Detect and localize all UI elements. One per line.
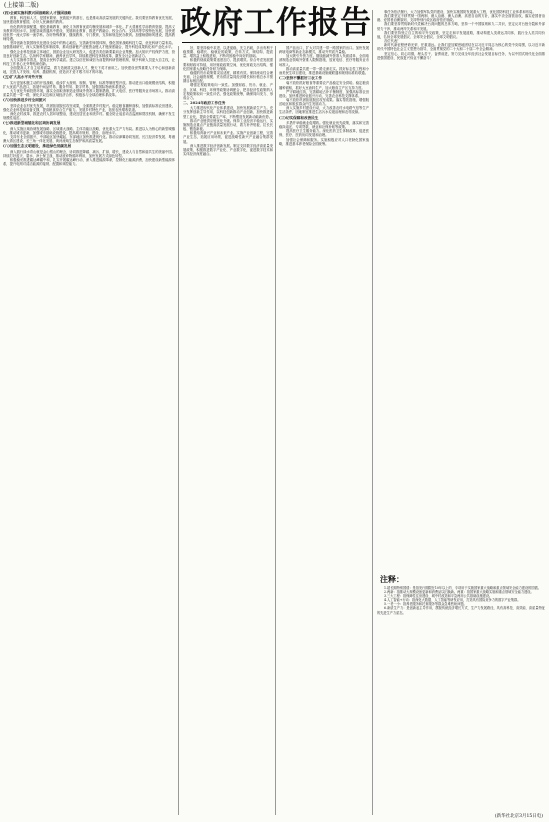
paragraph: 事任务依法履行，大力加强军队党的建设，加快实施国防发展重大工程，优化国防科技工业体系和布局。 xyxy=(384,10,536,14)
paragraph: 坚定信心、同心同德，埋头苦干、奋勇前进，努力完成全年经济社会发展目标任务，为以中国式现代化全面推进强国建设、民族复兴伟业不懈奋斗！ xyxy=(377,51,545,60)
paragraph: 积极培育新兴产业和未来产业。实施产业创新工程，完善产业生态，拓展应用场景，促进战略性新兴产业融合集群发展。 xyxy=(183,131,273,144)
paragraph: 加强社会保障和服务。实施积极应对人口老龄化国家战略，推进基本养老保险全国统筹。 xyxy=(279,137,369,146)
paragraph: 推动产业链供应链优化升级。保持工业经济平稳运行，实施制造业重点产业链高质量发展行动，着力补齐短板、拉长长板、锻造新板。 xyxy=(183,118,273,132)
section-heading: (七)推进新型城镇化和区域协调发展 xyxy=(3,121,61,126)
column-divider xyxy=(372,10,373,815)
column-2 xyxy=(183,46,273,815)
paragraph: 积极稳妥推进碳达峰碳中和，扎实开展碳达峰行动，深入推进能源革命，控制化石能源消费，加快建设新型能源体系，提升电网对清洁能源的接纳、配置和调控能力。 xyxy=(3,157,175,167)
paragraph: 增强宏观政策取向一致性。加强财政、货币、就业、产业、区域、科技、环保等政策协调配合，把非经济性政策纳入宏观政策取向一致性评估，强化政策统筹，确保同向发力、形成合力。 xyxy=(183,83,273,100)
paragraph: 稳健的货币政策要灵活适度、精准有效。保持流动性合理充裕，社会融资规模、货币供应量同经济增长和价格总水平预期目标相匹配。 xyxy=(183,70,273,84)
paragraph: 各位代表！ xyxy=(384,39,401,44)
paragraph: 我们要坚持贯彻新时代党解决台湾问题的总体方略，坚持一个中国原则和九二共识，坚定反对台独分裂和外部势力干涉，推动两岸关系和平发展。 xyxy=(377,22,545,31)
section-heading: (二)坚持不懈抓好三农工作 xyxy=(279,76,322,81)
paragraph: 全面提高人才自主培养质量，着力造就拔尖创新人才，聚天下英才而用之。加快建设世界重要人才中心和创新高地，完善人才发现、培养、激励机制，营造识才爱才敬才用才的环境。 xyxy=(3,66,175,75)
paragraph: 积极的财政政策要适度加力、提质增效。综合考虑发展需要和财政可持续，用好财政政策空间，优化财政支出结构，强化国家重大战略任务财力保障。 xyxy=(183,58,273,71)
section-heading: (四)全面实施科教兴国战略和人才强国战略 xyxy=(3,11,72,15)
note-item: 4.人工智能+行动：指深化大数据、人工智能等研发应用，打造具有国际竞争力的数字产业集群。 xyxy=(384,598,521,603)
paragraph: 国产品出口，扩大对共建一带一路国家的出口。加快发展跨境电商等新业态新模式，推动外贸质升量稳。 xyxy=(279,46,369,55)
paragraph: 坚持农业农村优先发展，巩固拓展脱贫攻坚成果，全面推进乡村振兴。稳定粮食播种面积，加强高标准农田建设，强化农业科技和装备支撑，提高粮食综合生产能力。发展乡村特色产业，拓宽农民增收渠道。 xyxy=(3,103,175,112)
column-divider xyxy=(275,46,276,815)
paragraph: 我们要坚定不移贯彻一国两制、港人治港、澳人治澳、高度自治的方针，落实中央全面管治权，落实爱国者治港、爱国者治澳原则，支持特别行政区政府依法施政。 xyxy=(377,14,545,23)
column-divider xyxy=(178,46,179,815)
paragraph: 提高医疗卫生服务能力。深化医药卫生体制改革，促进医保、医疗、医药协同发展和治理。 xyxy=(279,129,369,138)
paragraph: 实行更加积极主动的开放战略，稳步扩大规则、规制、管理、标准等制度型开放。推动进出口稳规模优结构，积极扩大优质产品进口，拓展中间品贸易、服务贸易、数字贸易，加强国际物流体系建设。 xyxy=(3,80,175,89)
page-title: 政府工作报告 xyxy=(180,5,372,41)
paragraph: 大力实施科学普及，提高全民科学素质。建立以信任和诚信为前提的科研管理机制，赋予科研人员更大自主权，让科技工作者心无旁骛钻研创新。 xyxy=(3,57,175,67)
section-heading: (三)切实保障和改善民生 xyxy=(279,115,319,120)
section-heading: 二、2024年政府工作任务 xyxy=(183,101,226,106)
paragraph: 深入实施区域协调发展战略、区域重大战略、主体功能区战略，优化重大生产力布局。推进以人为核心的新型城镇化，推动城市更新，加强城市基础设施建设，提高城市规划、建设、治理水平。 xyxy=(3,126,175,135)
paragraph: 支持东北全面振兴、中部地区加快崛起、东部地区加快推进现代化。推动京津冀协同发展、长江经济带发展、粤港澳大湾区建设、长三角一体化发展、黄河流域生态保护和高质量发展。 xyxy=(3,134,175,144)
note-item: 2.两新：指推动大规模设备更新和消费品以旧换新。两重：指国家重大战略实施和重点领域安全能力建设。 xyxy=(384,590,534,595)
section-heading: (六)加快推进乡村全面振兴 xyxy=(3,98,46,103)
notes-section xyxy=(377,586,545,808)
paragraph: 毫不放松抓好粮食等重要农产品稳定安全供给。稳定粮食播种面积，抓好大豆油料生产，加大粮食主产区支持力度。 xyxy=(279,81,369,90)
paragraph: 深入践行绿水青山就是金山银山的理念，协同推进降碳、减污、扩绿、增长，建设人与自然和谐共生的美丽中国。持续打好蓝天、碧水、净土保卫战，推动废弃物循环利用，加快发展方式绿色转型。 xyxy=(3,149,175,158)
column-1 xyxy=(3,10,175,815)
paragraph: 坚持创新在我国现代化建设全局中的核心地位。完善新型举国体制，强化国家战略科技力量，优化科研力量布局。加强基础研究，深入实施科技体制改革，推动创新链产业链资金链人才链深度融合，提升科技成果转化和产业化水平。 xyxy=(3,41,175,50)
paragraph: 严守耕地红线，完善耕地占补平衡制度，加强高标准农田建设。加快推进种业振兴行动，完善农业科技支撑体系。 xyxy=(279,89,369,98)
paragraph: 我们要坚持独立自主的和平外交政策，坚定走和平发展道路，推动构建人类命运共同体，践行全人类共同价值，弘扬全球发展倡议、全球安全倡议、全球文明倡议。 xyxy=(377,30,545,39)
paragraph: 教育、科技和人才，是国家繁荣、民族振兴的基石，也是推动高质量发展的关键所在。我们要坚持教育优先发展，加快建设教育强国，办好人民满意的教育。 xyxy=(3,16,175,25)
paragraph: 深入实施乡村建设行动，大力改善农村水电路气信等生产生活条件，因地制宜推进生活污水垃圾治理和农村改厕。 xyxy=(279,106,369,115)
title-divider xyxy=(182,42,370,43)
notes-heading: 注释： xyxy=(380,574,404,584)
paragraph: 深化农村改革，推进农村人居环境整治，建设宜居宜业和美乡村。健全防止返贫动态监测和帮扶机制，确保不发生规模性返贫。 xyxy=(3,112,175,121)
paragraph: 毫不放松巩固拓展脱贫攻坚成果。落实帮扶措施，增强脱贫地区和脱贫群众内生发展动力。 xyxy=(279,98,369,107)
paragraph: 新时代新征程使命光荣、任重道远。让我们更加紧密地团结在以习近平同志为核心的党中央周围，以习近平新时代中国特色社会主义思想为指导，全面贯彻党的二十大和二十届二中全会精神。 xyxy=(377,43,545,52)
paragraph: 深入推进数字经济创新发展。制定支持数字经济高质量发展政策，积极推进数字产业化、产业数字化，促进数字技术和实体经济深度融合。 xyxy=(183,143,273,157)
note-item: 3.三大工程：指保障性住房建设、城中村改造和平急两用公共基础设施建设。 xyxy=(384,594,493,599)
paragraph: 大力推进现代化产业体系建设，加快发展新质生产力。充分发挥创新主导作用，以科技创新推动产业创新，加快推进新型工业化，提高全要素生产率，不断塑造发展新动能新优势。 xyxy=(183,106,273,119)
paragraph: 好，要坚持稳中求进、以进促稳、先立后破，多出有利于稳预期、稳增长、稳就业的政策，在转方式、调结构、提质量、增效益上积极进取，不断巩固稳中向好的基础。 xyxy=(183,46,273,59)
paragraph: 大力优化外商投资环境，落实全面取消制造业领域外资准入限制措施，扩大电信、医疗等服务业市场准入。推动高质量共建一带一路，深化多双边和区域经济合作，积极参与全球治理体系改革。 xyxy=(3,89,175,98)
note-item: 5.一老一小：指养老服务和托育服务等群众急难愁盼问题。 xyxy=(384,602,467,607)
paragraph: 推动高质量共建一带一路走深走实。抓好标志性工程和小而美民生项目建设，推进基础设施硬联通和规则标准软联通。 xyxy=(279,66,369,75)
continued-note: (上接第二版) xyxy=(4,2,39,9)
paragraph: 优化教育资源配置，强化基础教育，深化义务教育优质均衡发展和城乡一体化。扩大普惠性学前教育资源，提高义务教育巩固水平。加强县域普通高中建设，发展职业教育，推进产教融合、校企合作。支持高等学校特色发展，加快建设世界一流大学和一流学科。办好特殊教育、继续教育、专门教育，支持和规范民办教育。加强师德师风建设，提高教师待遇。 xyxy=(3,24,175,42)
dateline: (新华社北京3月15日电) xyxy=(494,814,543,819)
column-4 xyxy=(377,10,545,570)
column-3 xyxy=(279,46,369,815)
paragraph: 加大吸引外资力度。继续缩减外资准入负面清单，全面取消制造业领域外资准入限制措施，放宽电信、医疗等服务业市场准入。 xyxy=(279,54,369,67)
note-item: 6.新质生产力：是创新起主导作用，摆脱传统经济增长方式、生产力发展路径，具有高科技、高效能、高质量特征的先进生产力质态。 xyxy=(377,606,545,615)
note-item: 1.超长期特别国债：是指发行期限在10年以上的、专项用于实施国家重大战略和重点领域安全能力建设的国债。 xyxy=(384,586,541,590)
paragraph: 多措并举稳就业促增收。强化就业优先政策，落实和完善稳岗返还、专项贷款、就业和社保补贴等政策。 xyxy=(279,120,369,130)
section-heading: (八)加强生态文明建设，推进绿色低碳发展 xyxy=(3,144,72,149)
paragraph: 强化企业科技创新主体地位，鼓励企业加大研发投入，促进各类创新要素向企业集聚。加大知识产权保护力度，营造良好创新生态。弘扬科学家精神，涵养优良学风，持续推进科技体制改革，激发全社会创新活力。 xyxy=(3,49,175,58)
section-heading: (五)扩大高水平对外开放 xyxy=(3,75,43,80)
